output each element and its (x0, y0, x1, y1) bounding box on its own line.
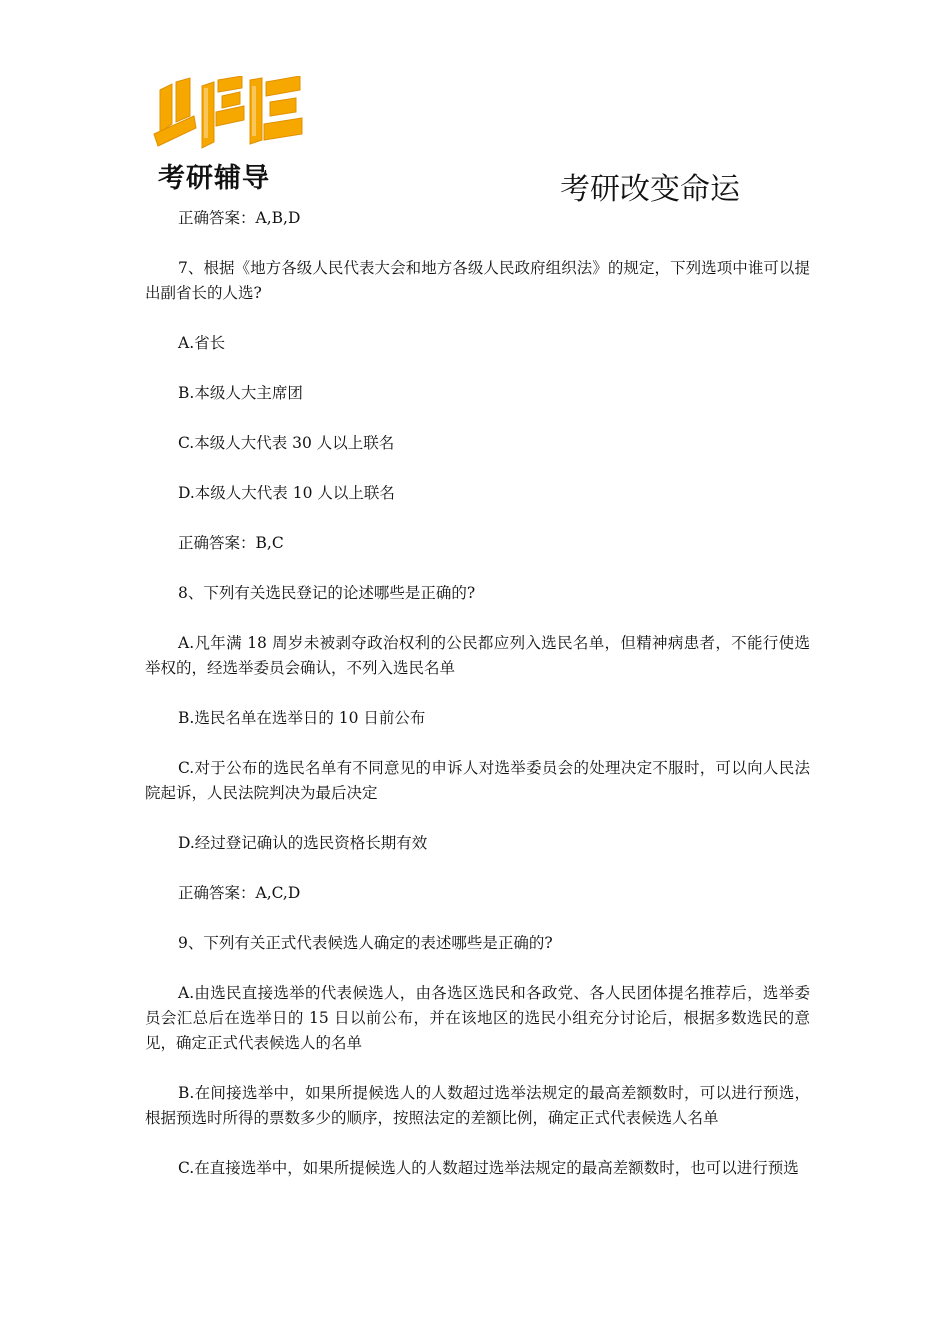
q7-option-d: D.本级人大代表 10 人以上联名 (178, 484, 395, 502)
q8-option-d: D.经过登记确认的选民资格长期有效 (178, 834, 428, 852)
q8-option-a: A.凡年满 18 周岁未被剥夺政治权利的公民都应列入选民名单，但精神病患者，不能行使选举权的，经选举委员会确认，不列入选民名单 (145, 634, 810, 677)
header-slogan: 考研改变命运 (560, 172, 740, 207)
answer-q8: 正确答案：A,C,D (178, 884, 301, 902)
question-7: 7、根据《地方各级人民代表大会和地方各级人民政府组织法》的规定，下列选项中谁可以提出副省长的人选? (145, 259, 810, 302)
document-body (145, 206, 810, 1206)
q9-option-a: A.由选民直接选举的代表候选人，由各选区选民和各政党、各人民团体提名推荐后，选举委员会汇总后在选举日的 15 日以前公布，并在该地区的选民小组充分讨论后，根据多数选民的意见，确定正式代表候选人的名单 (145, 984, 810, 1052)
q7-option-c: C.本级人大代表 30 人以上联名 (178, 434, 395, 452)
answer-q6: 正确答案：A,B,D (178, 209, 301, 227)
q9-option-b: B.在间接选举中，如果所提候选人的人数超过选举法规定的最高差额数时，可以进行预选，根据预选时所得的票数多少的顺序，按照法定的差额比例，确定正式代表候选人名单 (145, 1084, 810, 1127)
question-8: 8、下列有关选民登记的论述哪些是正确的? (178, 584, 476, 602)
q8-option-c: C.对于公布的选民名单有不同意见的申诉人对选举委员会的处理决定不服时，可以向人民法院起诉，人民法院判决为最后决定 (145, 759, 810, 802)
q9-option-c: C.在直接选举中，如果所提候选人的人数超过选举法规定的最高差额数时，也可以进行预选 (178, 1159, 799, 1177)
question-9: 9、下列有关正式代表候选人确定的表述哪些是正确的? (178, 934, 553, 952)
q7-option-a: A.省长 (178, 334, 226, 352)
q8-option-b: B.选民名单在选举日的 10 日前公布 (178, 709, 426, 727)
q7-option-b: B.本级人大主席团 (178, 384, 303, 402)
logo-mark-icon (150, 76, 310, 156)
logo-subtitle: 考研辅导 (158, 163, 270, 194)
brand-logo (150, 76, 310, 198)
answer-q7: 正确答案：B,C (178, 534, 284, 552)
